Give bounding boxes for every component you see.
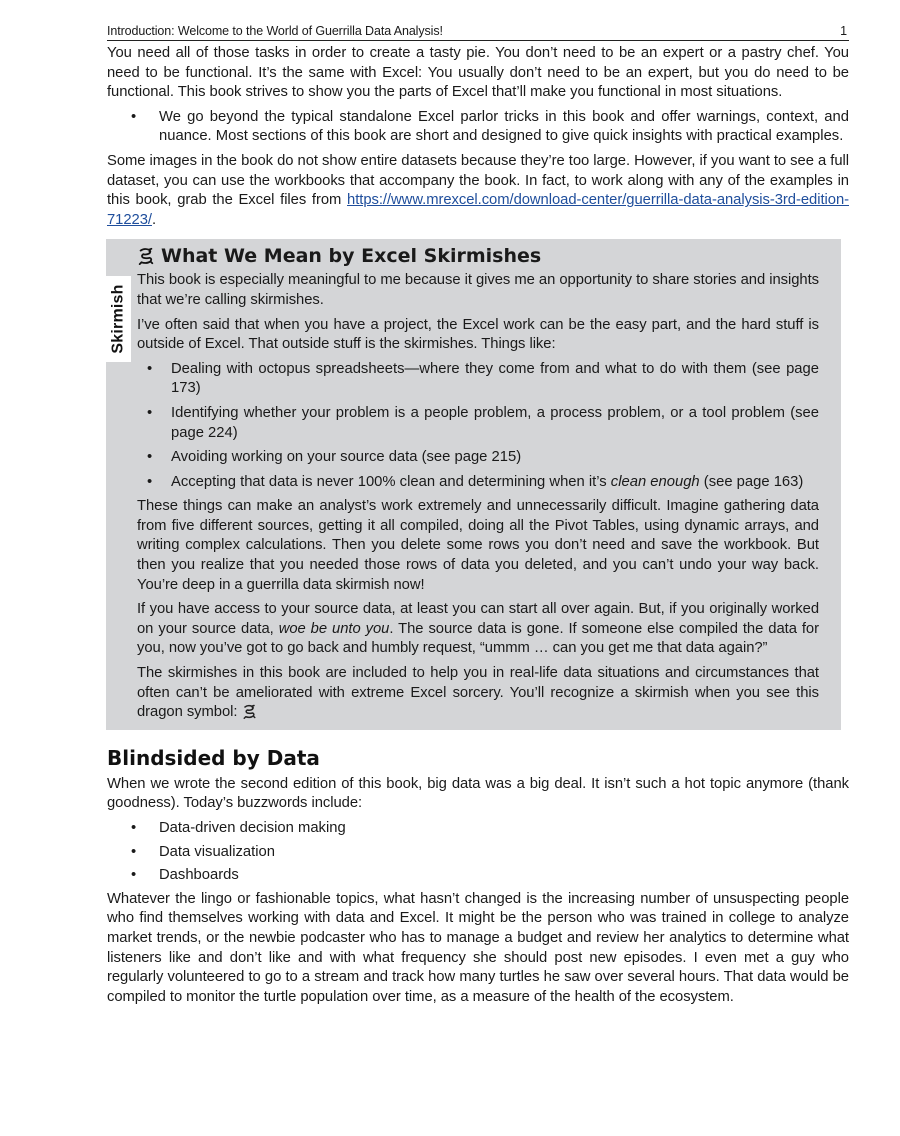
bullet-text: Accepting that data is never 100% clean and determining when it’s	[171, 473, 611, 490]
skirmish-bullet: • Identifying whether your problem is a people problem, a process problem, or a tool problem (see page 224)	[147, 404, 819, 443]
skirmish-tab	[106, 276, 131, 362]
dragon-icon	[137, 247, 155, 265]
skirmish-sidebar-box	[106, 239, 841, 729]
section-paragraph-1: When we wrote the second edition of this book, big data was a big deal. It isn’t such a hot topic anymore (thank goodness). Today’s buzzwords include:	[107, 775, 849, 812]
skirmish-tab-label: Skirmish	[109, 284, 127, 354]
book-page	[107, 24, 849, 1007]
buzzword-item: • Dashboards	[131, 866, 849, 886]
intro-bullet-list	[131, 108, 849, 147]
paragraph-text: The skirmishes in this book are included to help you in real-life data situations and circumstances that often can’t be ameliorated with extreme Excel sorcery. You’ll recognize a skirmish when you see this dragon symbol:	[137, 665, 819, 721]
chapter-title: Introduction: Welcome to the World of Guerrilla Data Analysis!	[107, 24, 443, 38]
download-link[interactable]: https://www.mrexcel.com/download-center/guerrilla-data-analysis-3rd-edition-71223/	[107, 192, 849, 228]
skirmish-paragraph-3: These things can make an analyst’s work extremely and unnecessarily difficult. Imagine gathering data from five different sources, getting it all compiled, doing all the Pivot Tables, using dynamic arrays, and writing complex calculations. Then you delete some rows you don’t need and save the workbook. But then you realize that you needed those rows of data you deleted, and you can’t undo your way back. You’re deep in a guerrilla data skirmish now!	[137, 498, 819, 593]
bullet-text-end: (see page 163)	[699, 473, 804, 490]
skirmish-paragraph-1: This book is especially meaningful to me because it gives me an opportunity to share stories and insights that we’re calling skirmishes.	[137, 272, 819, 308]
bullet-emphasis: clean enough	[610, 473, 700, 490]
paragraph-emphasis: woe be unto you	[278, 620, 390, 637]
skirmish-bullet: • Dealing with octopus spreadsheets—where they come from and what to do with them (see page 173)	[147, 360, 819, 399]
dragon-icon	[242, 704, 257, 719]
page-number: 1	[840, 24, 847, 38]
buzzword-list	[131, 819, 849, 886]
section-paragraph-2: Whatever the lingo or fashionable topics, what hasn’t changed is the increasing number of unsuspecting people who find themselves working with data and Excel. It might be the person who was trained in college to analyze market trends, or the newbie podcaster who has to manage a budget and review her analytics to determine what listeners like and don’t like and with what frequency she should post new episodes. I even met a guy who regularly volunteered to go to a stream and track how many turtles he saw over several hours. That data would be compiled to monitor the turtle population over time, as a measure of the health of the ecosystem.	[107, 890, 849, 1005]
intro-paragraph-1: You need all of those tasks in order to create a tasty pie. You don’t need to be an expert or a pastry chef. You need to be functional. It’s the same with Excel: You usually don’t need to be an expert, but you do need to be functional. This book strives to show you the parts of Excel that’ll make you functional in most situations.	[107, 45, 849, 101]
skirmish-bullet: • Avoiding working on your source data (see page 215)	[147, 448, 819, 468]
skirmish-bullet	[147, 473, 819, 493]
buzzword-item: • Data visualization	[131, 843, 849, 863]
intro-paragraph-2-end: .	[151, 211, 157, 228]
skirmish-bullet-list	[147, 360, 819, 493]
paragraph-text-end: . The source data is gone. If someone else compiled the data for you, now you’ve got to go back and humbly request, “ummm … can you get me that data again?”	[137, 620, 819, 657]
intro-bullet: • We go beyond the typical standalone Excel parlor tricks in this book and offer warnings, context, and nuance. Most sections of this book are short and designed to give quick insights with practical examples.	[131, 108, 849, 147]
paragraph-text: If you have access to your source data, at least you can start all over again. But, if you originally worked on your source data,	[137, 601, 819, 637]
buzzword-item: • Data-driven decision making	[131, 819, 849, 839]
running-header	[107, 24, 849, 41]
intro-paragraph-2	[107, 152, 849, 230]
skirmish-title	[137, 244, 819, 268]
skirmish-paragraph-5	[137, 664, 819, 723]
section-heading: Blindsided by Data	[107, 745, 320, 770]
skirmish-paragraph-4	[137, 600, 819, 659]
skirmish-paragraph-2: I’ve often said that when you have a project, the Excel work can be the easy part, and the hard stuff is outside of Excel. That outside stuff is the skirmishes. Things like:	[137, 316, 819, 353]
skirmish-title-text: What We Mean by Excel Skirmishes	[161, 245, 542, 268]
intro-paragraph-2-text: Some images in the book do not show entire datasets because they’re too large. However, if you want to see a full dataset, you can use the workbooks that accompany the book. In fact, to work along with any of the examples in this book, grab the Excel files from	[107, 152, 849, 209]
